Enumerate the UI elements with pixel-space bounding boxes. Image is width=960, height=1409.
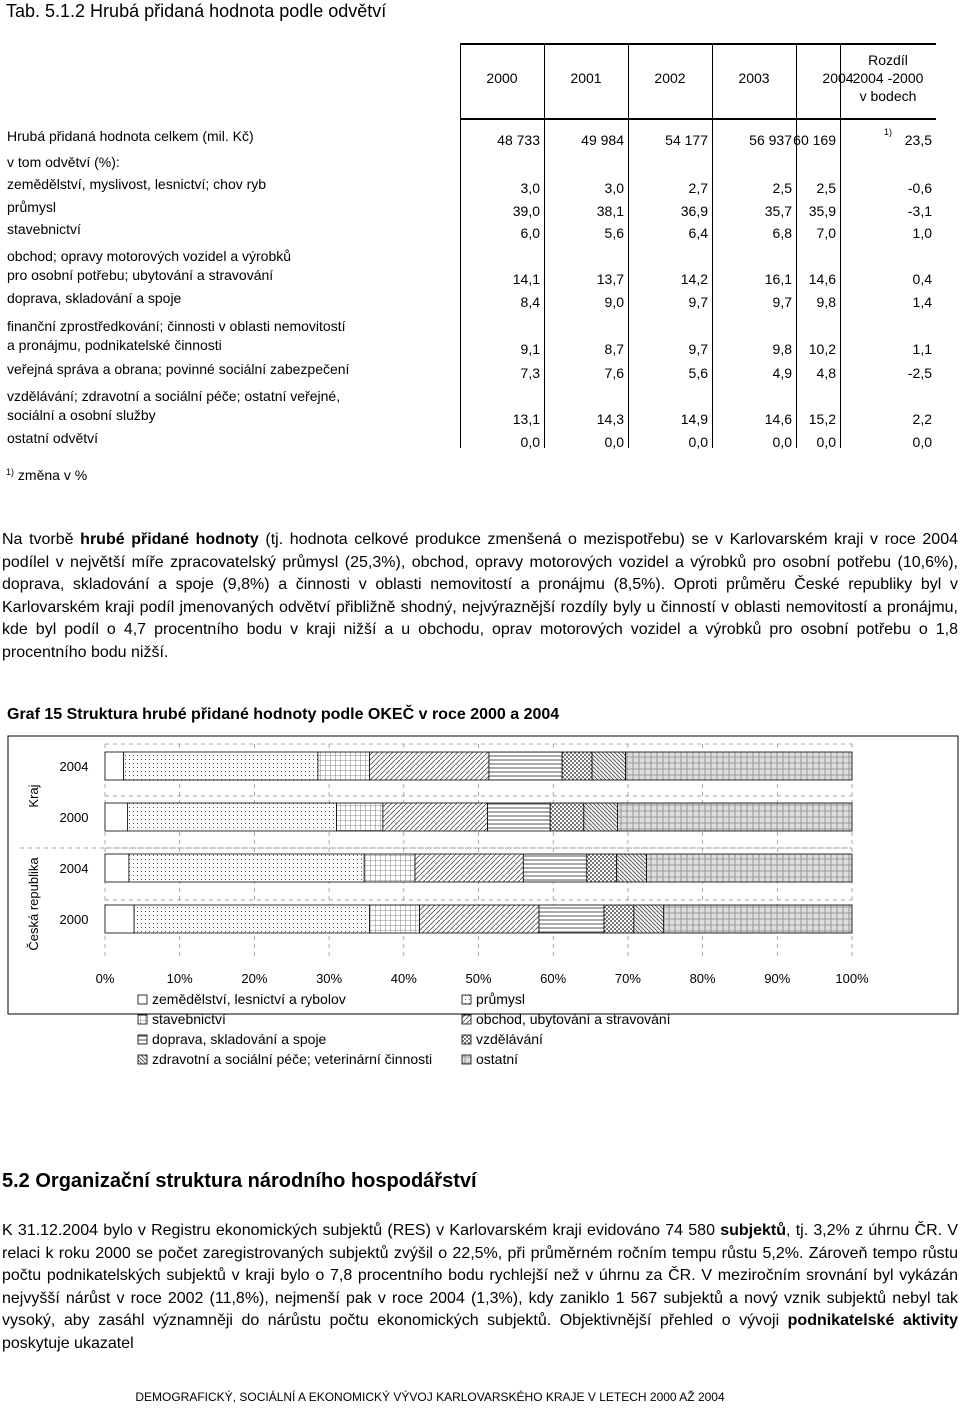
- chart-title: Graf 15 Struktura hrubé přidané hodnoty podle OKEČ v roce 2000 a 2004: [7, 706, 560, 723]
- row-label-line: vzdělávání; zdravotní a sociální péče; ostatní veřejné,: [7, 388, 341, 404]
- year-header: 2004: [822, 70, 854, 86]
- bar-segment: [105, 803, 127, 831]
- diff-value: 2,2: [912, 411, 932, 427]
- table-cell: 5,6: [688, 365, 708, 381]
- x-tick-label: 70%: [614, 971, 641, 986]
- text-run: (tj. hodnota celkové produkce zmenšená o mezispotřebu) se v Karlovarském kraji v roce 2004 podílel v největší míře zpracovatelský průmysl (25,3%), obchod, opravy motorových vozidel a výrobků pro osobní potřebu (10,6%), doprava, skladování a spoje (9,8%) a činnosti v oblasti nemovitostí a pronájmu (8,5%). Oproti průměru České republiky byl v Karlovarském kraji podíl jmenovaných odvětví přibližně shodný, nejvýraznější rozdíly byly u činností v oblasti nemovitostí a pronájmu, kde byl podíl o 4,7 procentního bodu v kraji nižší a u obchodu, oprav motorových vozidel a výrobků pro osobní potřebu o 1,8 procentního bodu nižší.: [2, 531, 959, 661]
- table-cell: 14,9: [680, 411, 708, 427]
- table-cell: 9,7: [688, 294, 708, 310]
- bar-segment: [523, 854, 586, 882]
- diff-cell: [852, 271, 932, 287]
- diff-cell: [852, 365, 932, 381]
- diff-value: -2,5: [907, 365, 932, 381]
- legend-swatch: [138, 1035, 147, 1044]
- row-label: [7, 317, 346, 355]
- x-tick-label: 0%: [95, 971, 115, 986]
- row-label-line: průmysl: [7, 199, 57, 215]
- row-label-line: obchod; opravy motorových vozidel a výrobků: [7, 248, 292, 264]
- bar-segment: [369, 905, 419, 933]
- legend-label: průmysl: [476, 991, 526, 1007]
- bar-segment: [487, 803, 550, 831]
- row-label-line: stavebnictví: [7, 221, 81, 237]
- category-label: 2000: [59, 810, 89, 825]
- table-column-line: [544, 44, 545, 448]
- bar-segment: [369, 752, 489, 780]
- legend-label: doprava, skladování a spoje: [152, 1031, 327, 1047]
- diff-value: -3,1: [907, 203, 932, 219]
- legend-swatch: [462, 1035, 471, 1044]
- bar-segment: [105, 752, 124, 780]
- table-cell: 0,0: [604, 434, 624, 450]
- paragraph-gva: [2, 529, 958, 664]
- table-cell: 2,7: [688, 180, 708, 196]
- bar-segment: [318, 752, 370, 780]
- table-cell: 4,8: [816, 365, 836, 381]
- year-header: 2001: [570, 70, 602, 86]
- table-cell: 6,8: [772, 225, 792, 241]
- bar-segment: [539, 905, 604, 933]
- table-cell: 2,5: [772, 180, 792, 196]
- diff-value: 1,1: [912, 341, 932, 357]
- legend-swatch: [138, 995, 147, 1004]
- legend-swatch: [462, 995, 471, 1004]
- row-label-line: zemědělství, myslivost, lesnictví; chov ryb: [7, 176, 267, 192]
- table-cell: 14,6: [808, 271, 836, 287]
- table-cell: 8,7: [604, 341, 624, 357]
- row-label-line: veřejná správa a obrana; povinné sociální zabezpečení: [7, 361, 350, 377]
- table-title: Tab. 5.1.2 Hrubá přidaná hodnota podle odvětví: [6, 1, 387, 21]
- row-label-line: v tom odvětví (%):: [7, 154, 120, 170]
- footnote-text: změna v %: [17, 467, 88, 483]
- text-run: K 31.12.2004 bylo v Registru ekonomických subjektů (RES) v Karlovarském kraji evidováno 74 580: [2, 1222, 721, 1239]
- row-label: [7, 429, 98, 448]
- table-cell: 14,3: [596, 411, 624, 427]
- row-label: [7, 289, 181, 308]
- x-tick-label: 60%: [540, 971, 567, 986]
- table-cell: 10,2: [808, 341, 836, 357]
- bar-segment: [415, 854, 523, 882]
- row-label: [7, 127, 254, 146]
- legend-swatch: [462, 1015, 471, 1024]
- row-label: [7, 198, 56, 217]
- table-cell: 5,6: [604, 225, 624, 241]
- table-cell: 14,6: [764, 411, 792, 427]
- table-cell: 3,0: [604, 180, 624, 196]
- x-tick-label: 80%: [689, 971, 716, 986]
- table-cell: 13,7: [596, 271, 624, 287]
- diff-value: 0,4: [912, 271, 932, 287]
- table-cell: 35,9: [808, 203, 836, 219]
- diff-header: [840, 51, 936, 105]
- bar-segment: [364, 854, 415, 882]
- table-cell: 7,6: [604, 365, 624, 381]
- table-cell: 56 937: [749, 132, 792, 148]
- diff-cell: [852, 127, 932, 148]
- table-cell: 6,0: [520, 225, 540, 241]
- row-label-line: ostatní odvětví: [7, 430, 99, 446]
- category-label: 2000: [59, 912, 89, 927]
- diff-cell: [852, 434, 932, 450]
- diff-value: 0,0: [912, 434, 932, 450]
- table-cell: 9,8: [772, 341, 792, 357]
- x-tick-label: 30%: [316, 971, 343, 986]
- table-top-rule: [460, 43, 936, 45]
- x-tick-label: 40%: [390, 971, 417, 986]
- bar-segment: [587, 854, 617, 882]
- legend-swatch: [138, 1055, 147, 1064]
- table-cell: 15,2: [808, 411, 836, 427]
- bar-segment: [550, 803, 584, 831]
- diff-value: 1,0: [912, 225, 932, 241]
- category-label: 2004: [59, 861, 89, 876]
- diff-cell: [852, 203, 932, 219]
- diff-value: -0,6: [907, 180, 932, 196]
- legend-swatch: [462, 1055, 471, 1064]
- bar-segment: [592, 752, 626, 780]
- table-cell: 35,7: [764, 203, 792, 219]
- row-label-line: doprava, skladování a spoje: [7, 290, 182, 306]
- table-cell: 8,4: [520, 294, 540, 310]
- diff-cell: [852, 294, 932, 310]
- x-tick-label: 100%: [835, 971, 869, 986]
- row-label-line: Hrubá přidaná hodnota celkem (mil. Kč): [7, 128, 254, 144]
- x-tick-label: 90%: [764, 971, 791, 986]
- x-tick-label: 10%: [166, 971, 193, 986]
- stacked-bar-chart: [0, 730, 960, 1090]
- section-heading: 5.2 Organizační struktura národního hospodářství: [2, 1170, 477, 1192]
- bar-segment: [383, 803, 488, 831]
- table-cell: 48 733: [497, 132, 540, 148]
- bar-segment: [647, 854, 852, 882]
- table-cell: 6,4: [688, 225, 708, 241]
- table-cell: 49 984: [581, 132, 624, 148]
- row-label: [7, 220, 81, 239]
- diff-cell: [852, 225, 932, 241]
- table-cell: 0,0: [772, 434, 792, 450]
- table-cell: 3,0: [520, 180, 540, 196]
- bar-segment: [105, 905, 134, 933]
- x-tick-label: 50%: [465, 971, 492, 986]
- row-label-line: pro osobní potřebu; ubytování a stravování: [7, 267, 274, 283]
- page-footer: DEMOGRAFICKÝ, SOCIÁLNÍ A EKONOMICKÝ VÝVOJ KARLOVARSKÉHO KRAJE V LETECH 2000 AŽ 2004: [135, 1390, 725, 1404]
- table-cell: 14,2: [680, 271, 708, 287]
- bar-segment: [134, 905, 369, 933]
- table-cell: 9,8: [816, 294, 836, 310]
- row-label: [7, 153, 120, 172]
- row-label-line: finanční zprostředkování; činnosti v oblasti nemovitostí: [7, 318, 346, 334]
- bar-segment: [562, 752, 592, 780]
- legend-label: zdravotní a sociální péče; veterinární činnosti: [152, 1051, 433, 1067]
- table-cell: 0,0: [688, 434, 708, 450]
- year-header: 2002: [654, 70, 686, 86]
- table-column-line: [712, 44, 713, 448]
- group-label: Kraj: [26, 784, 41, 808]
- table-cell: 60 169: [793, 132, 836, 148]
- text-run: Na tvorbě: [2, 531, 81, 548]
- bold-text: hrubé přidané hodnoty: [80, 531, 259, 548]
- table-column-line: [628, 44, 629, 448]
- paragraph-subjects: [2, 1220, 958, 1355]
- table-cell: 0,0: [816, 434, 836, 450]
- diff-cell: [852, 411, 932, 427]
- bar-segment: [105, 854, 129, 882]
- x-tick-label: 20%: [241, 971, 268, 986]
- bar-segment: [129, 854, 364, 882]
- legend-label: zemědělství, lesnictví a rybolov: [152, 991, 346, 1007]
- table-cell: 9,7: [772, 294, 792, 310]
- category-label: 2004: [59, 759, 89, 774]
- diff-cell: [852, 341, 932, 357]
- table-cell: 4,9: [772, 365, 792, 381]
- table-cell: 13,1: [512, 411, 540, 427]
- bar-segment: [617, 803, 852, 831]
- bar-segment: [626, 752, 852, 780]
- group-label: Česká republika: [26, 857, 41, 951]
- bar-segment: [634, 905, 664, 933]
- bar-segment: [584, 803, 618, 831]
- table-cell: 36,9: [680, 203, 708, 219]
- bar-segment: [124, 752, 318, 780]
- diff-value: 23,5: [904, 132, 932, 148]
- text-run: , tj. 3,2% z úhrnu ČR. V relaci k roku 2000 se počet zaregistrovaných subjektů zvýšil o 22,5%, při průměrném ročním tempu růstu 5,2%. Zároveň tempo růstu počtu podnikatelských subjektů v kraji bylo o 7,8 procentního bodu rychlejší než v úhrnu za ČR. V meziročním srovnání byl vykázán nejvyšší nárůst v roce 2002 (11,8%), nejmenší pak v roce 2004 (1,3%), kdy zaniklo 1 567 subjektů a nový vznik subjektů nebyl tak vysoký, aby zasáhl významněji do nárůstu počtu ekonomických subjektů. Objektivnější přehled o vývoji: [2, 1222, 958, 1329]
- table-header-rule: [460, 118, 936, 120]
- row-label: [7, 175, 266, 194]
- table-cell: 9,1: [520, 341, 540, 357]
- bar-segment: [604, 905, 634, 933]
- year-header: 2003: [738, 70, 770, 86]
- bold-text: subjektů: [720, 1222, 787, 1239]
- table-column-line: [460, 44, 461, 448]
- table-cell: 9,0: [604, 294, 624, 310]
- table-cell: 2,5: [816, 180, 836, 196]
- row-label-line: sociální a osobní služby: [7, 407, 156, 423]
- footnote-mark: 1): [6, 467, 15, 477]
- table-cell: 9,7: [688, 341, 708, 357]
- legend-label: obchod, ubytování a stravování: [476, 1011, 671, 1027]
- bold-text: podnikatelské aktivity: [787, 1312, 958, 1329]
- diff-header-line: Rozdíl: [868, 52, 908, 68]
- bar-segment: [664, 905, 852, 933]
- table-cell: 0,0: [520, 434, 540, 450]
- bar-segment: [489, 752, 562, 780]
- table-cell: 38,1: [596, 203, 624, 219]
- bar-segment: [419, 905, 539, 933]
- bar-segment: [337, 803, 383, 831]
- bar-segment: [127, 803, 336, 831]
- legend-label: ostatní: [476, 1051, 519, 1067]
- row-label: [7, 360, 349, 379]
- table-cell: 39,0: [512, 203, 540, 219]
- bar-segment: [617, 854, 647, 882]
- table-cell: 54 177: [665, 132, 708, 148]
- table-cell: 16,1: [764, 271, 792, 287]
- legend-label: stavebnictví: [152, 1011, 226, 1027]
- row-label-line: a pronájmu, podnikatelské činnosti: [7, 337, 222, 353]
- table-cell: 14,1: [512, 271, 540, 287]
- diff-value: 1,4: [912, 294, 932, 310]
- diff-header-line: 2004 -2000: [852, 70, 924, 86]
- row-label: [7, 247, 291, 285]
- legend-swatch: [138, 1015, 147, 1024]
- table-cell: 7,3: [520, 365, 540, 381]
- diff-cell: [852, 180, 932, 196]
- row-label: [7, 387, 340, 425]
- text-run: poskytuje ukazatel: [2, 1334, 134, 1352]
- table-column-line: [796, 44, 797, 448]
- footnote: [6, 467, 87, 483]
- table-cell: 7,0: [816, 225, 836, 241]
- legend-label: vzdělávání: [476, 1031, 543, 1047]
- year-header: 2000: [486, 70, 518, 86]
- footnote-ref: 1): [884, 127, 893, 137]
- diff-header-line: v bodech: [859, 88, 917, 104]
